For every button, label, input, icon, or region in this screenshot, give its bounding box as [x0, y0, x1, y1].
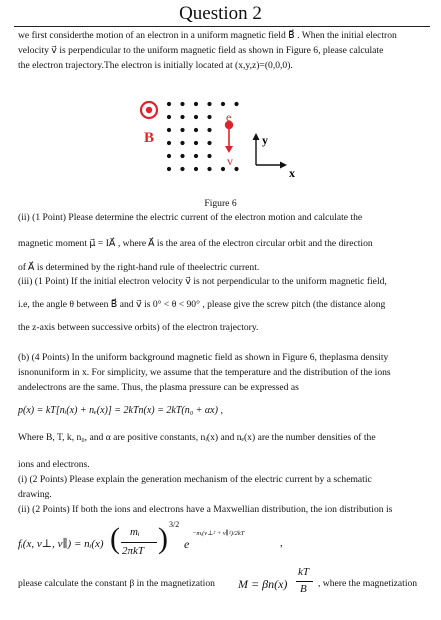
field-dot [234, 167, 238, 171]
part-b-line-5: ions and electrons. [18, 459, 90, 470]
eq2-tail: , [280, 537, 283, 549]
part-b-line-6: (i) (2 Points) Please explain the generation mechanism of the electric current by a schematic [18, 474, 372, 485]
field-dot [180, 154, 184, 158]
eq3-den: B [300, 583, 307, 595]
velocity-label: v [227, 154, 233, 168]
field-dot [167, 167, 171, 171]
field-dot [194, 167, 198, 171]
page-title: Question 2 [179, 3, 262, 24]
eq2-frac-bar [121, 542, 157, 543]
field-dot [180, 128, 184, 132]
eq2-lhs: fᵢ(x, v⊥, v∥) = nᵢ(x) [18, 538, 104, 550]
part-b-line-7: drawing. [18, 489, 52, 500]
b-field-out-of-page-icon [141, 102, 157, 118]
eq2-power: 3/2 [169, 520, 180, 529]
part-b-line-2: isnonuniform in x. For simplicity, we assume that the temperature and the distribution of the ions [18, 367, 391, 378]
intro-line-2: velocity v⃗ is perpendicular to the uniform magnetic field as shown in Figure 6, please calculate [18, 45, 384, 56]
eq2-exp-sup: −mᵢ(v⊥² + v∥²)/2kT [192, 530, 245, 537]
part-iii-line-1: (iii) (1 Point) If the initial electron velocity v⃗ is not perpendicular to the uniform magnetic field, [18, 276, 387, 287]
part-b-line-4: Where B, T, k, n₀, and α are positive constants, nᵢ(x) and nₑ(x) are the number densities of the [18, 432, 376, 443]
field-dot [194, 128, 198, 132]
eq2-exp-base: e [184, 537, 190, 551]
part-b-line-3: andelectrons are the same. Thus, the plasma pressure can be expressed as [18, 382, 299, 393]
part-ii-line-3: of A⃗ is determined by the right-hand rule of theelectric current. [18, 262, 260, 273]
b-label: B [144, 130, 155, 146]
figure-caption: Figure 6 [204, 198, 237, 209]
field-dot [207, 128, 211, 132]
magnetization-equation [238, 566, 318, 606]
eq2-frac-num: mᵢ [130, 526, 140, 538]
field-dot [207, 141, 211, 145]
x-axis-label: x [289, 166, 295, 180]
field-dot [221, 102, 225, 106]
field-dot [207, 102, 211, 106]
field-dot [167, 141, 171, 145]
field-dot [180, 167, 184, 171]
part-ii-line-1: (ii) (1 Point) Please determine the electric current of the electron motion and calculate the [18, 212, 363, 223]
axes-icon [253, 133, 288, 169]
eq2-close-paren: ) [158, 522, 168, 555]
eq3-frac-bar [296, 581, 313, 582]
eq3-num: kT [298, 566, 309, 578]
part-ii-line-2: magnetic moment μ⃗ = IA⃗ , where A⃗ is the area of the electron circular orbit and the direction [18, 238, 373, 249]
field-dot [234, 102, 238, 106]
figure-6 [0, 90, 441, 195]
intro-line-3: the electron trajectory.The electron is initially located at (x,y,z)=(0,0,0). [18, 60, 293, 71]
field-dot [207, 167, 211, 171]
eq2-open-paren: ( [110, 522, 120, 555]
field-dot [167, 128, 171, 132]
field-dot [194, 102, 198, 106]
part-iii-line-3: the z-axis between successive orbits) of the electron trajectory. [18, 322, 259, 333]
pressure-equation: p(x) = kT[nᵢ(x) + nₑ(x)] = 2kTn(x) = 2kT(n₀ + αx) , [18, 405, 223, 416]
part-iii-line-2: i.e, the angle θ between B⃗ and v⃗ is 0° < θ < 90° , please give the screw pitch (the distance along [18, 299, 386, 310]
field-dot [180, 102, 184, 106]
part-b-line-9-tail: , where the magnetization [318, 578, 418, 589]
eq2-frac-den: 2πkT [122, 545, 145, 557]
eq3-lhs: M = βn(x) [238, 577, 288, 591]
y-axis-label: y [262, 133, 268, 147]
part-b-line-8: (ii) (2 Points) If both the ions and electrons have a Maxwellian distribution, the ion distribution is [18, 504, 393, 515]
velocity-arrow [225, 129, 233, 153]
field-dot [194, 141, 198, 145]
intro-line-1: we first considerthe motion of an electron in a uniform magnetic field B⃗ . When the initial electron [18, 30, 397, 41]
title-divider [14, 26, 430, 27]
part-b-line-1: (b) (4 Points) In the uniform background magnetic field as shown in Figure 6, theplasma density [18, 352, 389, 363]
field-dot [180, 141, 184, 145]
field-dot [207, 154, 211, 158]
field-dot [194, 115, 198, 119]
part-b-line-9: please calculate the constant β in the magnetization [18, 578, 215, 589]
field-dot [167, 102, 171, 106]
field-dot [194, 154, 198, 158]
field-dot [207, 115, 211, 119]
electron-label: e [226, 110, 232, 124]
field-dot [167, 154, 171, 158]
field-dot [180, 115, 184, 119]
maxwellian-equation [18, 520, 438, 568]
field-dot [221, 167, 225, 171]
field-dot [167, 115, 171, 119]
